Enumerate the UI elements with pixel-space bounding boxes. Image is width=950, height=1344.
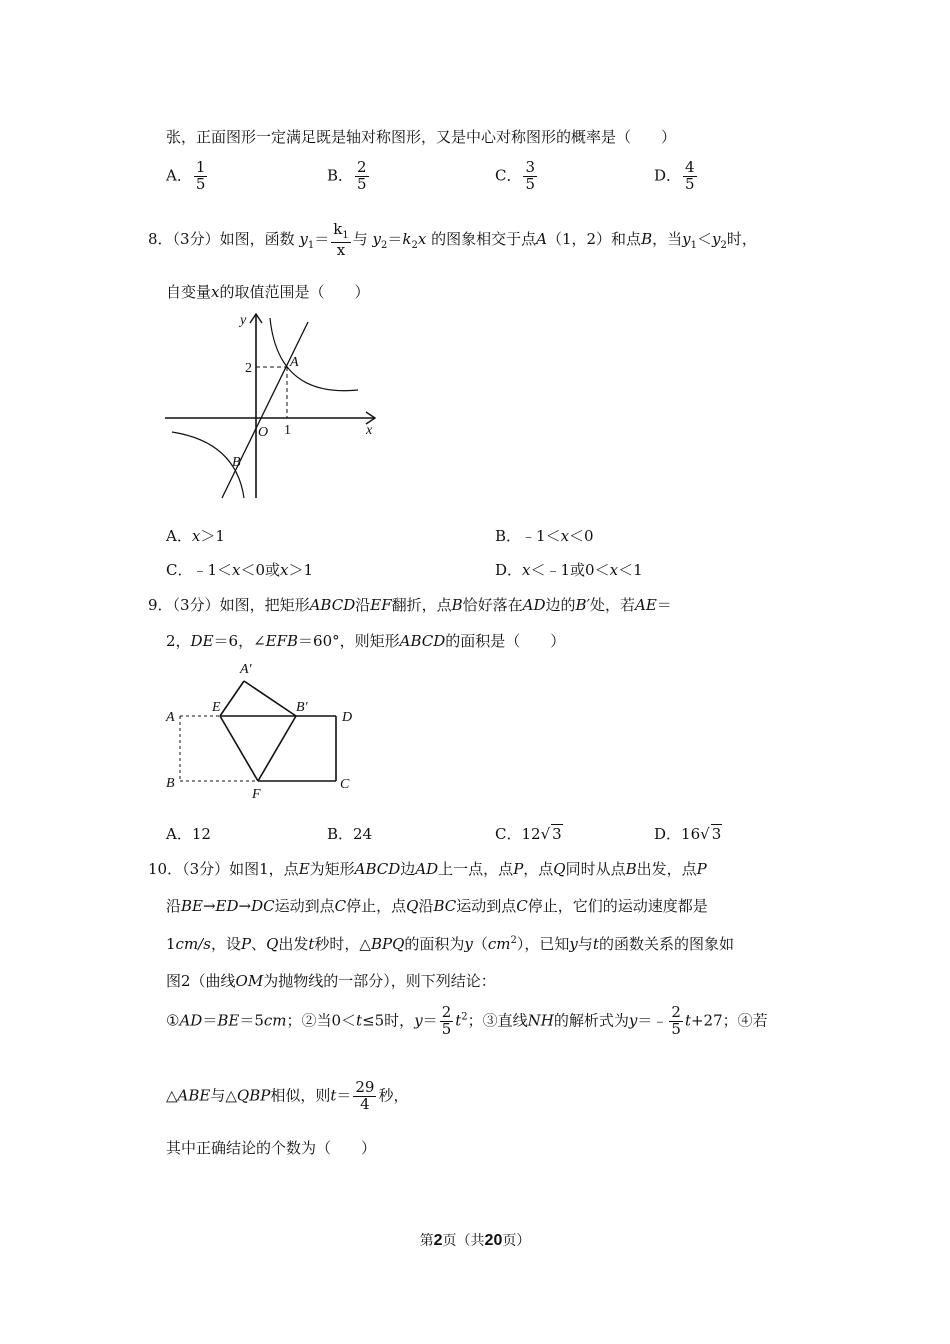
q9-option-a[interactable]: A．12: [166, 825, 211, 843]
q7-option-c[interactable]: C． $\frac{3}{5}$: [495, 158, 536, 193]
x-axis-label: x: [366, 423, 373, 438]
q8-option-a[interactable]: A．x＞1: [166, 527, 225, 545]
fraction: $\frac{3}{5}$: [525, 158, 536, 193]
q9-option-d[interactable]: D．16√ 3: [654, 825, 722, 843]
label-f: F: [252, 787, 261, 802]
q7-stem: 张，正面图形一定满足既是轴对称图形，又是中心对称图形的概率是（ ）: [166, 128, 677, 146]
fraction-2-5: $\frac{2}{5}$: [441, 1003, 452, 1038]
x-tick-1: 1: [284, 423, 291, 438]
q7-option-a[interactable]: A． $\frac{1}{5}$: [166, 158, 206, 193]
point-a-label: A: [290, 355, 299, 370]
q10-stem-line3: 1cm/s，设P、Q出发t秒时，△BPQ的面积为$y(cm^2)$，已知y与t的函数关系的图象如: [166, 935, 734, 953]
hyperbola-branch-1: [270, 318, 358, 391]
current-page: 2: [433, 1232, 443, 1249]
y-axis-label: y: [240, 313, 247, 328]
fraction-2-5-neg: $\frac{2}{5}$: [671, 1003, 681, 1038]
q10-conclusion-4-line: △ABE与△QBP相似，则t＝ $\frac{29}{4}$ 秒，: [166, 1078, 409, 1113]
label-a: A: [166, 710, 175, 725]
page-footer: 第2页（共20页）: [419, 1232, 531, 1249]
segment-a-prime-b-prime: [244, 681, 296, 716]
total-pages: 20: [484, 1232, 503, 1249]
label-e: E: [212, 700, 221, 715]
q10-stem-line2: 沿BE→ED→DC运动到点C停止，点Q沿BC运动到点C停止，它们的运动速度都是: [166, 897, 708, 915]
q9-figure: [160, 655, 370, 805]
fraction: $\frac{2}{5}$: [357, 158, 367, 193]
q9-option-b[interactable]: B．24: [327, 825, 373, 843]
y-tick-2: 2: [245, 361, 252, 376]
label-b: B: [166, 776, 175, 791]
segment-fb-prime: [258, 716, 296, 781]
q10-question-line: 其中正确结论的个数为（ ）: [166, 1139, 377, 1157]
q8-graph: [160, 308, 390, 508]
fraction-29-4: $\frac{29}{4}$: [355, 1078, 375, 1113]
fraction: $\frac{4}{5}$: [685, 158, 695, 193]
fraction: $\frac{1}{5}$: [195, 158, 206, 193]
q10-stem-line1: 10．（3分）如图1，点E为矩形ABCD边AD上一点，点P，点Q同时从点B出发，点P: [148, 860, 707, 878]
q9-stem-line1: 9．（3分）如图，把矩形ABCD沿EF翻折，点B恰好落在AD边的B′处，若AE＝: [148, 596, 672, 614]
q7-option-d[interactable]: D． $\frac{4}{5}$: [654, 158, 695, 193]
label-b-prime: B′: [296, 700, 308, 715]
q8-stem-line1: 8．（3分）如图，函数 $y_1=$ $\frac{k_1}{x}$ 与 $y_2=k_2x$ 的图象相交于点A（1，2）和点B，当$y_1<y_2$时，: [148, 220, 757, 259]
q7-option-b[interactable]: B． $\frac{2}{5}$: [327, 158, 367, 193]
line-y2: [222, 322, 308, 498]
origin-label: O: [258, 425, 269, 440]
q9-stem-line2: 2，DE＝6，∠EFB＝60°，则矩形ABCD的面积是（ ）: [166, 632, 566, 650]
segment-ea-prime: [220, 681, 244, 716]
label-d: D: [342, 710, 353, 725]
q10-conclusions-line: ①AD＝BE＝5cm；②当0＜t≤5时，y＝ $\frac{2}{5}$ $t^2$；③直线NH的解析式为y＝﹣ $\frac{2}{5}$ t+27；④若: [166, 1003, 768, 1038]
point-b-label: B: [232, 455, 241, 470]
q9-option-c[interactable]: C．12√ 3: [495, 825, 562, 843]
fraction-k1-over-x: $\frac{k_1}{x}$: [333, 220, 349, 259]
q8-option-c[interactable]: C．﹣1＜x＜0或x＞1: [166, 561, 314, 579]
label-a-prime: A′: [240, 662, 252, 677]
q10-stem-line4: 图2（曲线OM为抛物线的一部分），则下列结论：: [166, 972, 496, 990]
q8-option-d[interactable]: D．x＜﹣1或0＜x＜1: [495, 561, 643, 579]
segment-ef: [220, 716, 258, 781]
q8-option-b[interactable]: B．﹣1＜x＜0: [495, 527, 594, 545]
label-c: C: [340, 777, 350, 792]
q8-stem-line2: 自变量x的取值范围是（ ）: [166, 283, 370, 301]
